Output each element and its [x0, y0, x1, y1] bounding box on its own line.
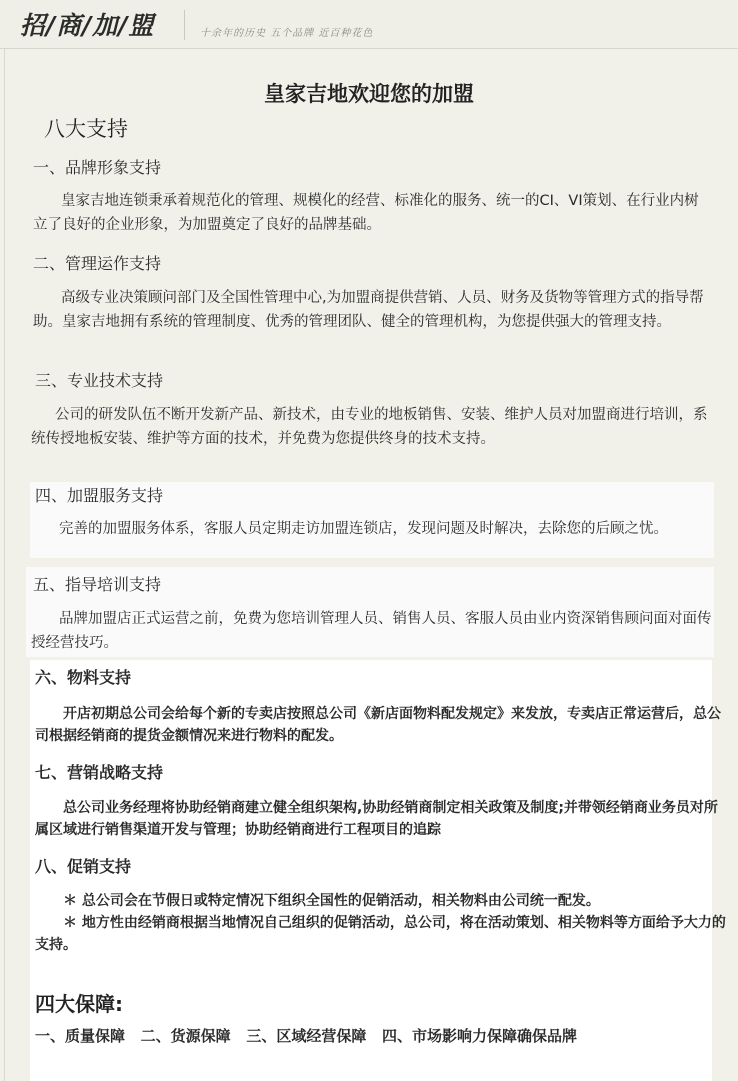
support-heading-marketing: 七、营销战略支持 [35, 763, 164, 782]
left-edge-line [4, 48, 5, 1081]
support-heading-service: 四、加盟服务支持 [35, 486, 164, 505]
page-title: 皇家吉地欢迎您的加盟 [264, 81, 474, 106]
guarantee-list: 一、质量保障 二、货源保障 三、区域经营保障 四、市场影响力保障确保品牌 [35, 1027, 578, 1045]
support-text-brand: 皇家吉地连锁秉承着规范化的管理、规模化的经营、标准化的服务、统一的CI、VI策划、在行业内树立了良好的企业形象，为加盟奠定了良好的品牌基础。 [33, 193, 699, 233]
support-text-service: 完善的加盟服务体系，客服人员定期走访加盟连锁店，发现问题及时解决，去除您的后顾之忧。 [59, 521, 668, 537]
support-text-training: 品牌加盟店正式运营之前，免费为您培训管理人员、销售人员、客服人员由业内资深销售顾问面对面传授经营技巧。 [31, 611, 712, 651]
brand-tagline: 十余年的历史 五个品牌 近百种花色 [200, 28, 374, 39]
support-text-technology: 公司的研发队伍不断开发新产品、新技术，由专业的地板销售、安装、维护人员对加盟商进行培训，系统传授地板安装、维护等方面的技术，并免费为您提供终身的技术支持。 [31, 407, 708, 447]
brand-title: 招/商/加/盟 [20, 11, 155, 40]
section-title-four-guarantee: 四大保障: [35, 992, 123, 1016]
support-heading-materials: 六、物料支持 [35, 668, 132, 687]
support-text-promotion: ＊ 总公司会在节假日或特定情况下组织全国性的促销活动，相关物料由公司统一配发。 [63, 893, 600, 909]
support-text-promotion-local: ＊ 地方性由经销商根据当地情况自己组织的促销活动，总公司，将在活动策划、相关物料等方面给予大力的支持。 [35, 915, 726, 953]
support-text-management: 高级专业决策顾问部门及全国性管理中心,为加盟商提供营销、人员、财务及货物等管理方式的指导帮助。皇家吉地拥有系统的管理制度、优秀的管理团队、健全的管理机构，为您提供强大的管理支持。 [33, 290, 704, 330]
section-title-eight-support: 八大支持 [44, 117, 128, 141]
support-text-materials: 开店初期总公司会给每个新的专卖店按照总公司《新店面物料配发规定》来发放，专卖店正常运营后，总公司根据经销商的提货金额情况来进行物料的配发。 [35, 706, 721, 744]
support-heading-technology: 三、专业技术支持 [35, 371, 164, 390]
header-divider [184, 10, 185, 40]
support-heading-management: 二、管理运作支持 [33, 254, 162, 273]
support-heading-brand: 一、品牌形象支持 [33, 158, 162, 177]
support-heading-training: 五、指导培训支持 [33, 575, 162, 594]
page-header [0, 0, 738, 49]
support-heading-promotion: 八、促销支持 [35, 857, 132, 876]
support-text-marketing: 总公司业务经理将协助经销商建立健全组织架构,协助经销商制定相关政策及制度;并带领经销商业务员对所属区域进行销售渠道开发与管理；协助经销商进行工程项目的追踪 [35, 800, 718, 838]
